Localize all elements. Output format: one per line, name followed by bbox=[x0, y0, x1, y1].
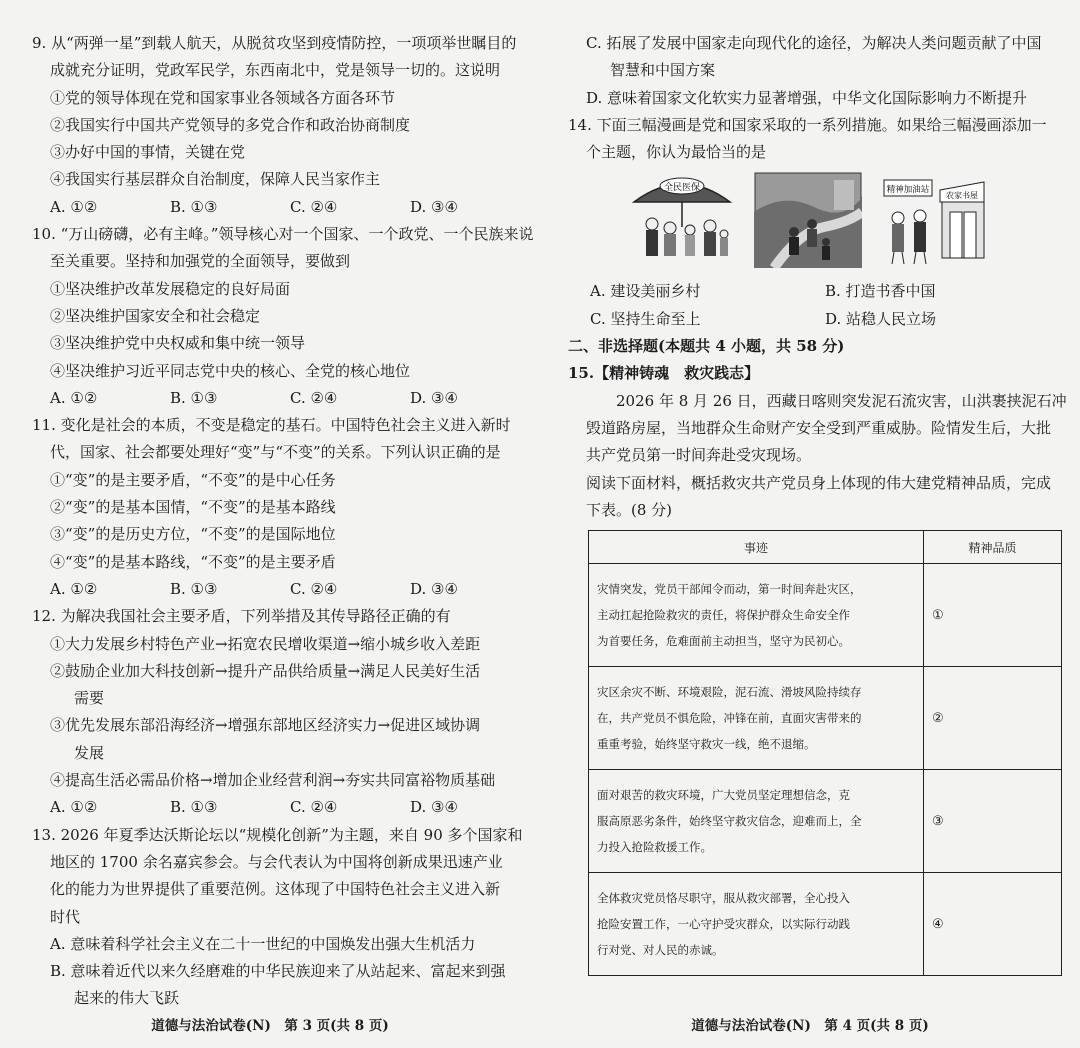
q13-option-b: B. 意味着近代以来久经磨难的中华民族迎来了从站起来、富起来到强 bbox=[50, 962, 506, 981]
q14-cartoons bbox=[568, 172, 1060, 272]
q9-item: ②我国实行中国共产党领导的多党合作和政治协商制度 bbox=[50, 115, 411, 134]
q11-item: ③“变”的是历史方位，“不变”的是国际地位 bbox=[50, 525, 336, 544]
option-b: B. ①③ bbox=[170, 798, 218, 817]
deed-line: 灾情突发，党员干部闻令而动，第一时间奔赴灾区， bbox=[597, 582, 862, 597]
option-d: D. ③④ bbox=[410, 579, 458, 598]
question-14 bbox=[568, 112, 1060, 333]
rescue-photo-drawing bbox=[754, 172, 862, 268]
answer-blank-cell[interactable]: ③ bbox=[924, 770, 1062, 873]
gas-station-label: 精神加油站 bbox=[886, 185, 930, 196]
option-d: D. ③④ bbox=[410, 798, 458, 817]
q12-item: ②鼓励企业加大科技创新→提升产品供给质量→满足人民美好生活 bbox=[50, 661, 481, 680]
q9-options bbox=[32, 194, 530, 221]
q10-item: ②坚决维护国家安全和社会稳定 bbox=[50, 306, 261, 325]
umbrella-cartoon bbox=[628, 172, 736, 268]
q13-option-b-cont: 起来的伟大飞跃 bbox=[74, 989, 180, 1008]
q9-stem-line: 9. 从“两弹一星”到载人航天，从脱贫攻坚到疫情防控，一项项举世瞩目的 bbox=[32, 34, 517, 52]
library-cartoon bbox=[880, 172, 988, 268]
question-11 bbox=[32, 412, 530, 603]
deed-line: 全体救灾党员恪尽职守，服从救灾部署，全心投入 bbox=[597, 891, 850, 906]
q15-para-line: 2026 年 8 月 26 日，西藏日喀则突发泥石流灾害，山洪裹挟泥石冲 bbox=[586, 391, 1067, 410]
option-c: C. 坚持生命至上 bbox=[590, 309, 701, 328]
deed-line: 面对艰苦的救灾环境，广大党员坚定理想信念，克 bbox=[597, 788, 850, 803]
question-15 bbox=[568, 360, 1067, 976]
q12-options bbox=[32, 794, 530, 821]
umbrella-label: 全民医保 bbox=[663, 183, 701, 194]
option-b: B. ①③ bbox=[170, 579, 218, 598]
option-b: B. 打造书香中国 bbox=[825, 282, 936, 301]
q14-options-row2 bbox=[568, 306, 1060, 333]
deed-line: 在，共产党员不惧危险，冲锋在前，直面灾害带来的 bbox=[597, 711, 862, 726]
option-a: A. ①② bbox=[50, 798, 98, 817]
q15-para-line: 毁道路房屋，当地群众生命财产安全受到严重威胁。险情发生后，大批 bbox=[586, 418, 1052, 437]
table-row bbox=[589, 564, 1062, 667]
deed-line: 主动扛起抢险救灾的责任，将保护群众生命安全作 bbox=[597, 608, 850, 623]
answer-blank-cell[interactable]: ② bbox=[924, 667, 1062, 770]
right-page bbox=[540, 0, 1080, 1048]
q13-option-c: C. 拓展了发展中国家走向现代化的途径，为解决人类问题贡献了中国 bbox=[586, 34, 1042, 52]
table-row bbox=[589, 667, 1062, 770]
option-c: C. ②④ bbox=[290, 388, 338, 407]
deed-line: 为首要任务，危难面前主动担当，坚守为民初心。 bbox=[597, 634, 850, 649]
table-header-row bbox=[589, 531, 1062, 564]
q12-item: ③优先发展东部沿海经济→增强东部地区经济实力→促进区域协调 bbox=[50, 716, 481, 735]
library-label: 农家书屋 bbox=[946, 191, 978, 201]
q10-item: ④坚决维护习近平同志党中央的核心、全党的核心地位 bbox=[50, 361, 411, 380]
option-d: D. ③④ bbox=[410, 388, 458, 407]
q11-item: ②“变”的是基本国情，“不变”的是基本路线 bbox=[50, 498, 336, 517]
q13-option-c-cont: 智慧和中国方案 bbox=[610, 61, 716, 80]
q15-para-line: 下表。(8 分) bbox=[586, 500, 673, 519]
deed-line: 行对党、对人民的赤诚。 bbox=[597, 943, 724, 958]
q11-item: ①“变”的是主要矛盾，“不变”的是中心任务 bbox=[50, 470, 336, 489]
q10-stem-line: 10. “万山磅礴，必有主峰。”领导核心对一个国家、一个政党、一个民族来说 bbox=[32, 225, 534, 244]
option-c: C. ②④ bbox=[290, 579, 338, 598]
q15-para-line: 阅读下面材料，概括救灾共产党员身上体现的伟大建党精神品质，完成 bbox=[586, 473, 1052, 492]
option-a: A. 建设美丽乡村 bbox=[590, 282, 701, 301]
q15-para-line: 共产党员第一时间奔赴受灾现场。 bbox=[586, 446, 812, 465]
option-c: C. ②④ bbox=[290, 197, 338, 216]
right-page-footer: 道德与法治试卷(N) 第 4 页(共 8 页) bbox=[691, 1018, 929, 1034]
question-13 bbox=[32, 822, 530, 1013]
left-page-footer: 道德与法治试卷(N) 第 3 页(共 8 页) bbox=[151, 1018, 389, 1034]
deed-cell bbox=[589, 667, 924, 770]
q11-options bbox=[32, 576, 530, 603]
q14-stem-line: 14. 下面三幅漫画是党和国家采取的一系列措施。如果给三幅漫画添加一 bbox=[568, 115, 1047, 134]
q15-title: 15.【精神铸魂 救灾践志】 bbox=[568, 364, 760, 383]
deed-cell bbox=[589, 873, 924, 976]
deed-line: 服高原恶劣条件，始终坚守救灾信念，迎难而上，全 bbox=[597, 814, 862, 829]
q9-item: ③办好中国的事情，关键在党 bbox=[50, 143, 246, 162]
question-12 bbox=[32, 603, 530, 821]
q12-item: ①大力发展乡村特色产业→拓宽农民增收渠道→缩小城乡收入差距 bbox=[50, 634, 481, 653]
q10-item: ①坚决维护改革发展稳定的良好局面 bbox=[50, 279, 291, 298]
library-cartoon-drawing bbox=[880, 172, 988, 268]
question-10 bbox=[32, 221, 534, 412]
q9-item: ④我国实行基层群众自治制度，保障人民当家作主 bbox=[50, 170, 381, 189]
option-d: D. 站稳人民立场 bbox=[825, 309, 937, 328]
answer-blank-cell[interactable]: ① bbox=[924, 564, 1062, 667]
q10-item: ③坚决维护党中央权威和集中统一领导 bbox=[50, 334, 306, 353]
option-a: A. ①② bbox=[50, 197, 98, 216]
question-13-continued bbox=[568, 30, 1060, 112]
q13-stem-line: 时代 bbox=[50, 907, 81, 926]
header-quality: 精神品质 bbox=[924, 531, 1062, 564]
q12-item: ④提高生活必需品价格→增加企业经营利润→夯实共同富裕物质基础 bbox=[50, 771, 496, 790]
rescue-photo bbox=[754, 172, 862, 268]
q11-item: ④“变”的是基本路线，“不变”的是主要矛盾 bbox=[50, 552, 336, 571]
q9-stem-line: 成就充分证明，党政军民学，东西南北中，党是领导一切的。这说明 bbox=[50, 61, 501, 80]
q11-stem-line: 代，国家、社会都要处理好“变”与“不变”的关系。下列认识正确的是 bbox=[50, 443, 501, 462]
q12-item-cont: 发展 bbox=[74, 743, 105, 762]
answer-blank-cell[interactable]: ④ bbox=[924, 873, 1062, 976]
q14-stem-line: 个主题，你认为最恰当的是 bbox=[586, 143, 767, 162]
q15-answer-table bbox=[588, 530, 1062, 976]
deed-cell bbox=[589, 770, 924, 873]
q11-stem-line: 11. 变化是社会的本质，不变是稳定的基石。中国特色社会主义进入新时 bbox=[32, 416, 511, 435]
option-b: B. ①③ bbox=[170, 197, 218, 216]
option-d: D. ③④ bbox=[410, 197, 458, 216]
deed-cell bbox=[589, 564, 924, 667]
q13-stem-line: 13. 2026 年夏季达沃斯论坛以“规模化创新”为主题，来自 90 多个国家和 bbox=[32, 825, 523, 844]
q9-item: ①党的领导体现在党和国家事业各领域各方面各环节 bbox=[50, 88, 396, 107]
deed-line: 灾区余灾不断、环境艰险，泥石流、滑坡风险持续存 bbox=[597, 685, 862, 700]
umbrella-cartoon-drawing bbox=[628, 172, 736, 268]
q13-stem-line: 化的能力为世界提供了重要范例。这体现了中国特色社会主义进入新 bbox=[50, 880, 501, 899]
q13-stem-line: 地区的 1700 余名嘉宾参会。与会代表认为中国将创新成果迅速产业 bbox=[50, 852, 503, 871]
option-a: A. ①② bbox=[50, 579, 98, 598]
q13-option-d: D. 意味着国家文化软实力显著增强，中华文化国际影响力不断提升 bbox=[586, 88, 1028, 107]
section-heading: 二、非选择题(本题共 4 小题，共 58 分) bbox=[568, 337, 845, 356]
header-deed: 事迹 bbox=[589, 531, 924, 564]
option-c: C. ②④ bbox=[290, 798, 338, 817]
table-row bbox=[589, 873, 1062, 976]
option-a: A. ①② bbox=[50, 388, 98, 407]
q12-stem-line: 12. 为解决我国社会主要矛盾，下列举措及其传导路径正确的有 bbox=[32, 607, 451, 626]
table-row bbox=[589, 770, 1062, 873]
question-9 bbox=[32, 30, 530, 221]
q10-options bbox=[32, 385, 530, 412]
deed-line: 重重考验，始终坚守救灾一线，绝不退缩。 bbox=[597, 737, 816, 752]
deed-line: 力投入抢险救援工作。 bbox=[597, 840, 712, 855]
deed-line: 抢险安置工作，一心守护受灾群众，以实际行动践 bbox=[597, 917, 850, 932]
q10-stem-line: 至关重要。坚持和加强党的全面领导，要做到 bbox=[50, 252, 351, 271]
q14-options-row1 bbox=[568, 278, 1060, 305]
option-b: B. ①③ bbox=[170, 388, 218, 407]
q13-option-a: A. 意味着科学社会主义在二十一世纪的中国焕发出强大生机活力 bbox=[50, 934, 476, 953]
q12-item-cont: 需要 bbox=[74, 689, 105, 708]
